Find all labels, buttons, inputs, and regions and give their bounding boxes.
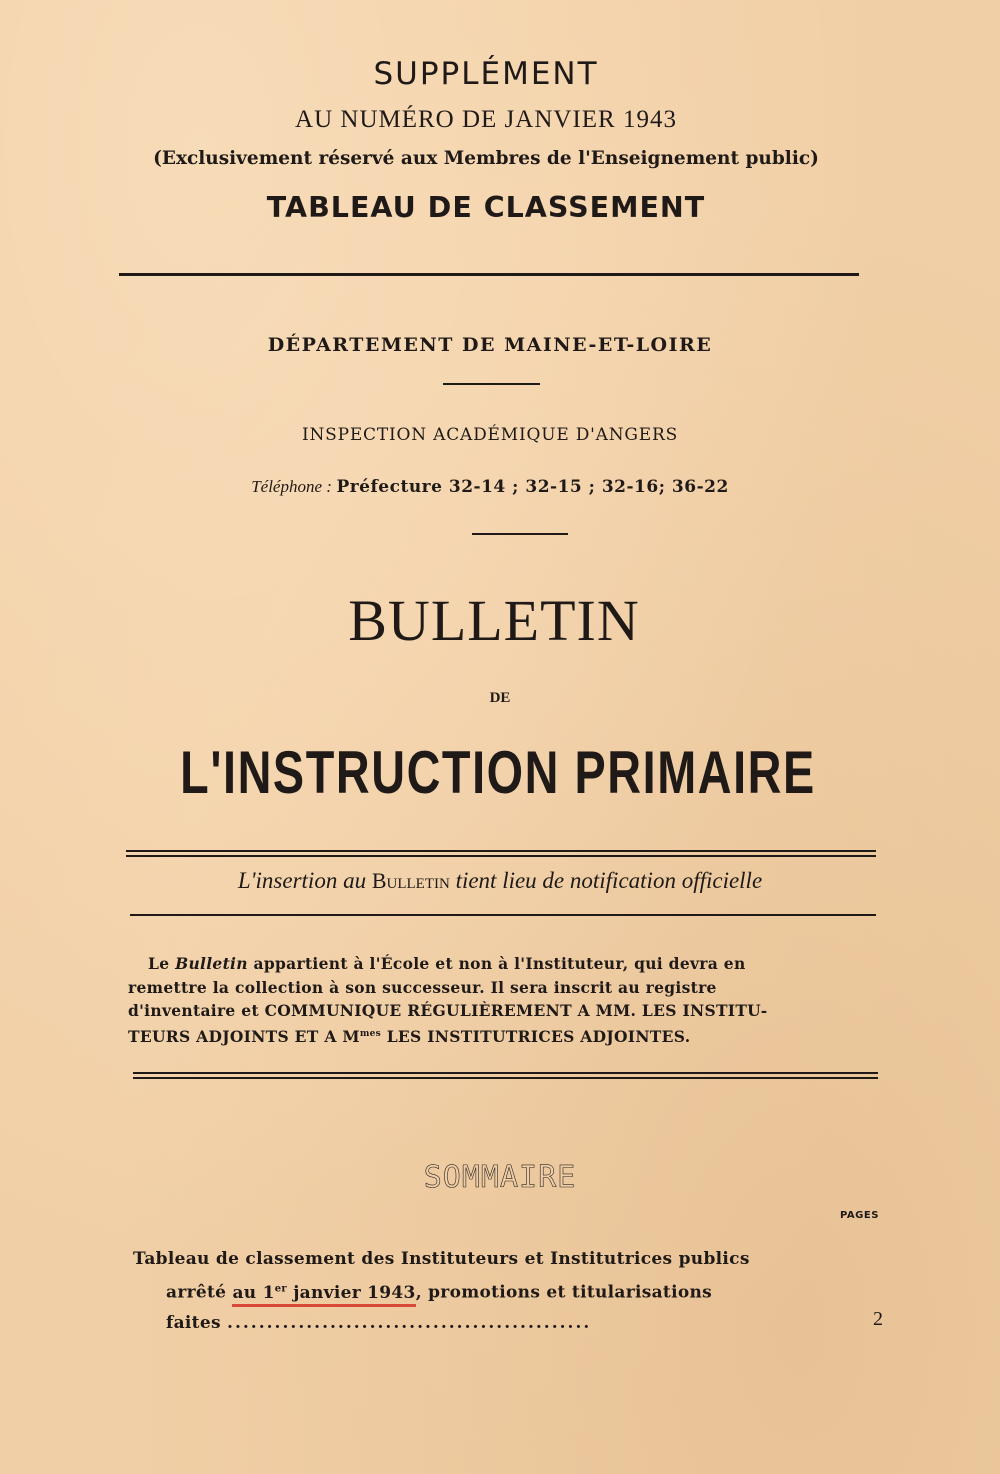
notice-line-2: remettre la collection à son successeur. Il sera inscrit au registre bbox=[128, 977, 717, 997]
mid-divider bbox=[130, 914, 876, 916]
bulletin-title: BULLETIN bbox=[348, 588, 640, 653]
reserved-note: (Exclusivement réservé aux Membres de l'Enseignement public) bbox=[153, 148, 819, 169]
short-divider-2 bbox=[472, 533, 568, 535]
instruction-title: L'INSTRUCTION PRIMAIRE bbox=[180, 739, 816, 806]
toc-entry bbox=[133, 1244, 893, 1338]
inspection-name: INSPECTION ACADÉMIQUE D'ANGERS bbox=[301, 425, 679, 445]
pages-label: PAGES bbox=[840, 1210, 879, 1221]
double-rule-top bbox=[126, 850, 876, 857]
toc-line-2 bbox=[133, 1274, 893, 1308]
toc-date-sup: er bbox=[274, 1283, 287, 1294]
title-connector: DE bbox=[489, 690, 511, 706]
telephone-label: Téléphone : bbox=[251, 477, 332, 496]
telephone-line bbox=[0, 476, 990, 497]
top-divider bbox=[119, 273, 859, 276]
notice-line-4b: LES INSTITUTRICES ADJOINTES. bbox=[381, 1026, 691, 1046]
supplement-heading: SUPPLÉMENT bbox=[373, 56, 599, 92]
toc-date-au: au 1 bbox=[232, 1282, 275, 1303]
toc-page-number: 2 bbox=[873, 1308, 884, 1330]
insertion-bulletin-word: Bulletin bbox=[371, 868, 450, 893]
notice-line-4 bbox=[128, 1023, 878, 1049]
notice-line-1c: appartient à l'École et non à l'Instituteur, qui devra en bbox=[253, 954, 746, 973]
telephone-numbers: Préfecture 32-14 ; 32-15 ; 32-16; 36-22 bbox=[336, 477, 729, 497]
insertion-part1: L'insertion au bbox=[237, 868, 367, 893]
toc-line-3-text: faites bbox=[166, 1312, 221, 1333]
notice-line-3: d'inventaire et COMMUNIQUE RÉGULIÈREMENT A MM. LES INSTITU- bbox=[128, 1001, 768, 1020]
toc-line-1: Tableau de classement des Instituteurs et Institutrices publics bbox=[133, 1249, 750, 1269]
underlined-date bbox=[232, 1283, 415, 1307]
notice-bulletin-word: Bulletin bbox=[175, 954, 248, 973]
short-divider-1 bbox=[443, 383, 540, 385]
notice-line-4a: TEURS ADJOINTS ET A M bbox=[128, 1026, 360, 1046]
insertion-part3: tient lieu de notification officielle bbox=[455, 868, 763, 893]
toc-leader-dots: .............................................. bbox=[227, 1312, 592, 1333]
sommaire-heading bbox=[0, 1160, 1000, 1195]
notice-line-1 bbox=[128, 952, 878, 976]
toc-date-rest: janvier 1943 bbox=[287, 1282, 416, 1303]
toc-line-2d: , promotions et titularisations bbox=[415, 1282, 712, 1303]
classement-heading: TABLEAU DE CLASSEMENT bbox=[266, 191, 706, 224]
notice-line-1a: Le bbox=[148, 954, 170, 973]
toc-line-3 bbox=[133, 1308, 893, 1338]
notice-line-4-sup: mes bbox=[359, 1028, 382, 1039]
toc-line-2a: arrêté bbox=[166, 1282, 227, 1303]
insertion-note bbox=[0, 868, 1000, 894]
sommaire-title: SOMMAIRE bbox=[423, 1160, 577, 1195]
department-name: DÉPARTEMENT DE MAINE-ET-LOIRE bbox=[267, 334, 713, 356]
issue-line: AU NUMÉRO DE JANVIER 1943 bbox=[295, 106, 677, 133]
ownership-notice bbox=[128, 952, 878, 1048]
double-rule-bottom bbox=[133, 1072, 878, 1079]
